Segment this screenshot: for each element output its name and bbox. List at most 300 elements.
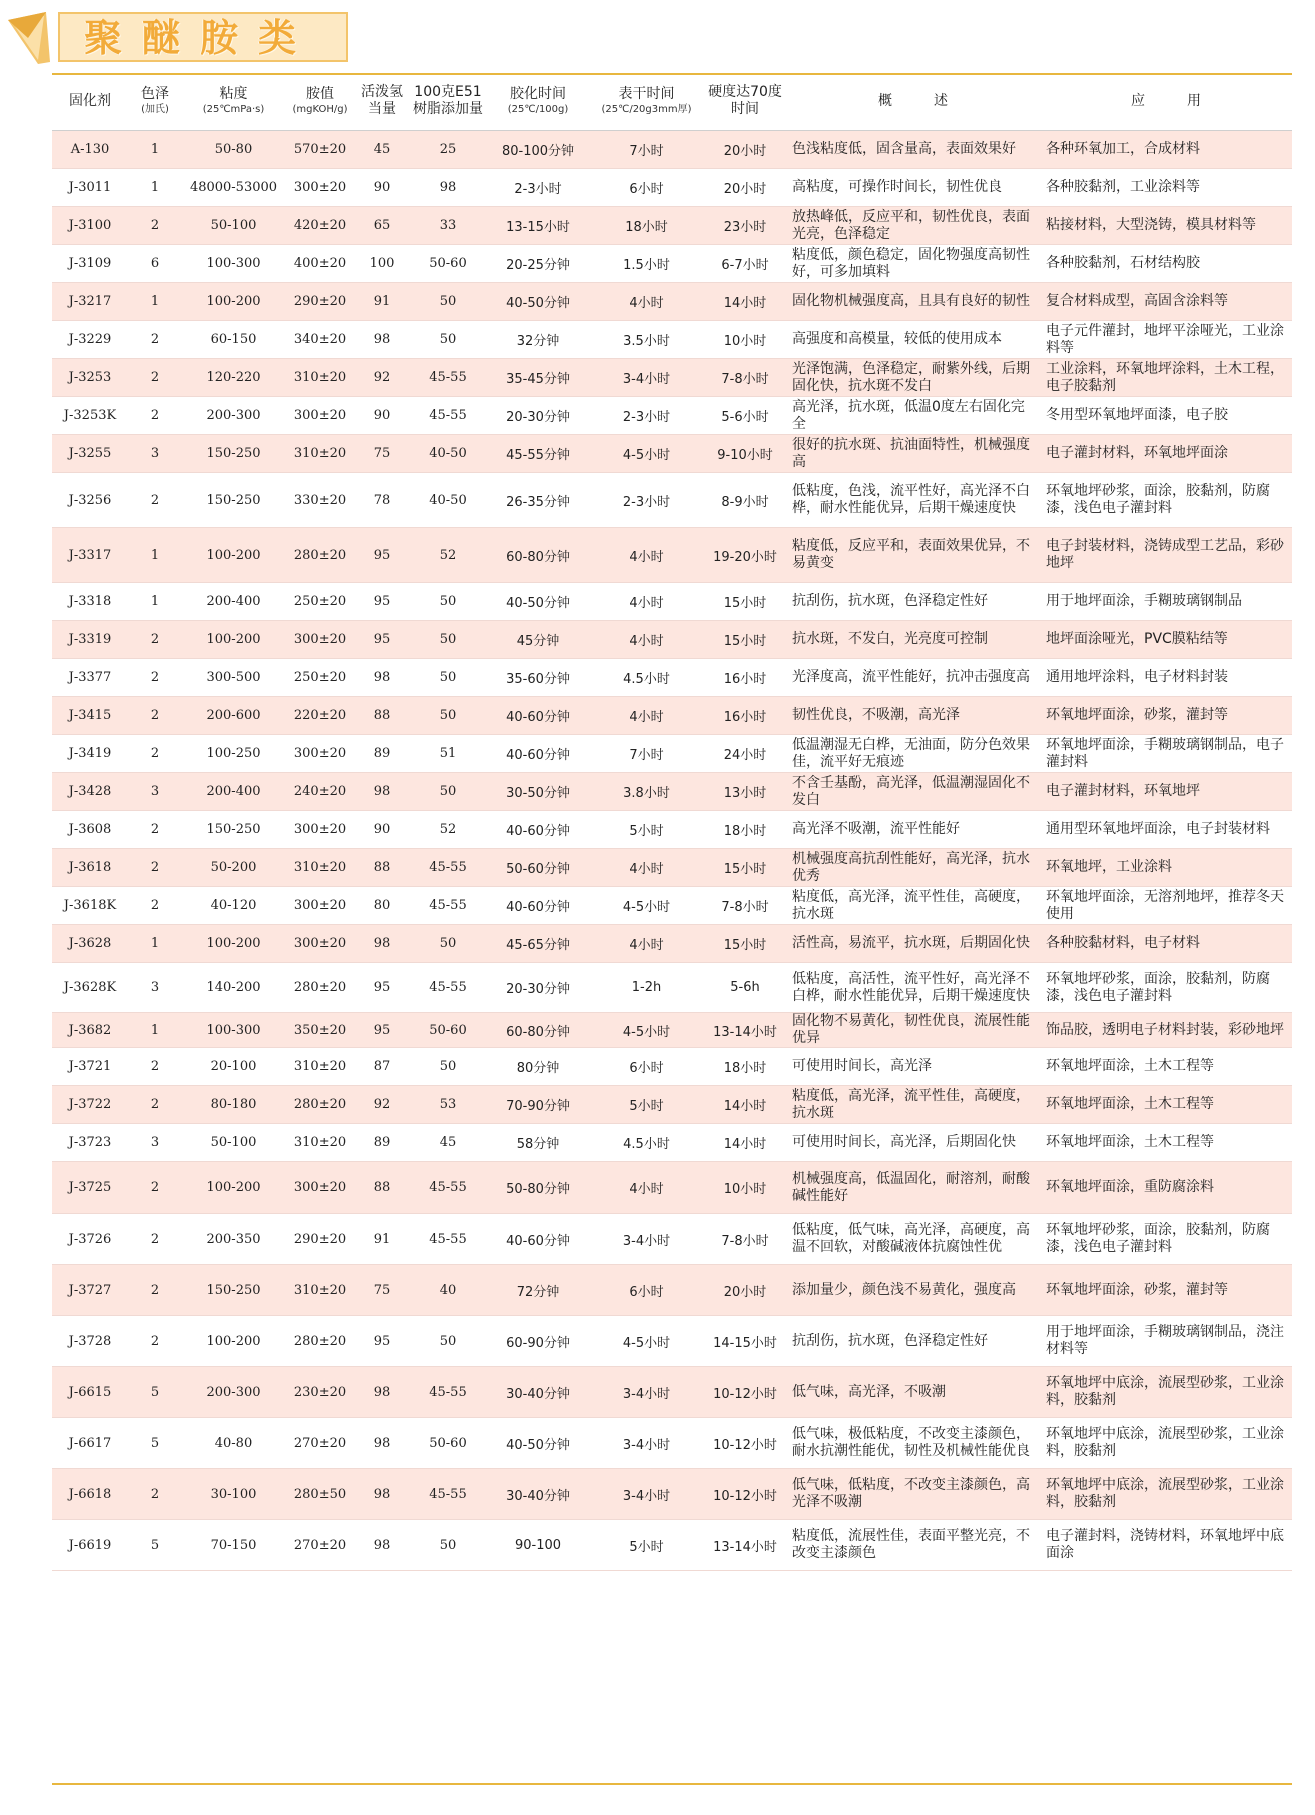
cell-viscosity: 30-100 <box>182 1469 285 1520</box>
cell-curing-agent: J-6619 <box>52 1520 128 1571</box>
table-row <box>52 697 1292 735</box>
cell-hardness-time: 16小时 <box>704 697 786 735</box>
cell-dosage: 50-60 <box>409 1418 487 1469</box>
cell-dosage: 98 <box>409 169 487 207</box>
cell-amine-value: 300±20 <box>285 621 355 659</box>
cell-description: 低气味，极低粘度，不改变主漆颜色，耐水抗潮性能优，韧性及机械性能优良 <box>786 1418 1040 1469</box>
cell-application: 环氧地坪中底涂，流展型砂浆，工业涂料，胶黏剂 <box>1040 1418 1292 1469</box>
cell-active-h: 88 <box>355 849 409 887</box>
cell-gel-time: 30-40分钟 <box>487 1469 589 1520</box>
cell-dosage: 50 <box>409 1048 487 1086</box>
cell-dosage: 50 <box>409 1520 487 1571</box>
cell-curing-agent: J-3253 <box>52 359 128 397</box>
cell-dry-time: 4小时 <box>589 621 704 659</box>
cell-gel-time: 60-80分钟 <box>487 528 589 583</box>
cell-amine-value: 280±20 <box>285 1086 355 1124</box>
cell-gel-time: 35-45分钟 <box>487 359 589 397</box>
cell-gel-time: 60-90分钟 <box>487 1316 589 1367</box>
cell-application: 工业涂料，环氧地坪涂料，土木工程，电子胶黏剂 <box>1040 359 1292 397</box>
cell-application: 电子封装材料，浇铸成型工艺品，彩砂地坪 <box>1040 528 1292 583</box>
table-row <box>52 773 1292 811</box>
cell-dry-time: 4-5小时 <box>589 887 704 925</box>
table-row <box>52 1124 1292 1162</box>
cell-gel-time: 13-15小时 <box>487 207 589 245</box>
cell-active-h: 75 <box>355 1265 409 1316</box>
cell-dosage: 25 <box>409 131 487 169</box>
cell-hardness-time: 20小时 <box>704 1265 786 1316</box>
cell-viscosity: 100-300 <box>182 1013 285 1048</box>
cell-application: 饰品胶，透明电子材料封装，彩砂地坪 <box>1040 1013 1292 1048</box>
cell-viscosity: 200-400 <box>182 773 285 811</box>
cell-dry-time: 3-4小时 <box>589 1469 704 1520</box>
cell-color: 2 <box>128 1162 182 1214</box>
cell-hardness-time: 15小时 <box>704 621 786 659</box>
cell-color: 3 <box>128 435 182 473</box>
cell-dosage: 40-50 <box>409 435 487 473</box>
header-amine-value: 胺值 (mgKOH/g) <box>285 72 355 131</box>
table-row <box>52 131 1292 169</box>
cell-gel-time: 40-60分钟 <box>487 1214 589 1265</box>
cell-application: 各种环氧加工，合成材料 <box>1040 131 1292 169</box>
cell-application: 电子灌封材料，环氧地坪 <box>1040 773 1292 811</box>
cell-active-h: 98 <box>355 1469 409 1520</box>
cell-dosage: 45 <box>409 1124 487 1162</box>
cell-amine-value: 250±20 <box>285 583 355 621</box>
cell-hardness-time: 5-6小时 <box>704 397 786 435</box>
cell-color: 3 <box>128 1124 182 1162</box>
cell-amine-value: 290±20 <box>285 1214 355 1265</box>
cell-description: 固化物不易黄化，韧性优良，流展性能优异 <box>786 1013 1040 1048</box>
cell-dry-time: 5小时 <box>589 1086 704 1124</box>
cell-dry-time: 4.5小时 <box>589 1124 704 1162</box>
cell-application: 地坪面涂哑光，PVC膜粘结等 <box>1040 621 1292 659</box>
table-row <box>52 435 1292 473</box>
cell-dry-time: 5小时 <box>589 811 704 849</box>
cell-description: 放热峰低，反应平和，韧性优良，表面光亮，色泽稳定 <box>786 207 1040 245</box>
cell-color: 5 <box>128 1418 182 1469</box>
cell-color: 2 <box>128 735 182 773</box>
cell-hardness-time: 10-12小时 <box>704 1367 786 1418</box>
cell-gel-time: 45-65分钟 <box>487 925 589 963</box>
cell-active-h: 75 <box>355 435 409 473</box>
cell-amine-value: 300±20 <box>285 1162 355 1214</box>
cell-dosage: 50 <box>409 659 487 697</box>
header-application: 应 用 <box>1040 72 1292 131</box>
cell-application: 各种胶黏剂，工业涂料等 <box>1040 169 1292 207</box>
cell-description: 抗水斑，不发白，光亮度可控制 <box>786 621 1040 659</box>
cell-color: 5 <box>128 1367 182 1418</box>
cell-application: 电子灌封材料，环氧地坪面涂 <box>1040 435 1292 473</box>
table-row <box>52 1265 1292 1316</box>
cell-application: 各种胶黏剂，石材结构胶 <box>1040 245 1292 283</box>
cell-application: 环氧地坪面涂，土木工程等 <box>1040 1124 1292 1162</box>
cell-color: 3 <box>128 963 182 1013</box>
cell-curing-agent: J-3628 <box>52 925 128 963</box>
cell-dry-time: 4-5小时 <box>589 1316 704 1367</box>
cell-amine-value: 230±20 <box>285 1367 355 1418</box>
cell-dosage: 50 <box>409 925 487 963</box>
cell-description: 粘度低，高光泽，流平性佳，高硬度，抗水斑 <box>786 1086 1040 1124</box>
cell-dosage: 50 <box>409 321 487 359</box>
cell-color: 3 <box>128 773 182 811</box>
cell-description: 机械强度高，低温固化，耐溶剂，耐酸碱性能好 <box>786 1162 1040 1214</box>
cell-gel-time: 40-50分钟 <box>487 583 589 621</box>
cell-gel-time: 40-60分钟 <box>487 735 589 773</box>
table-row <box>52 1048 1292 1086</box>
cell-viscosity: 150-250 <box>182 1265 285 1316</box>
cell-dosage: 45-55 <box>409 849 487 887</box>
cell-amine-value: 280±20 <box>285 528 355 583</box>
cell-color: 2 <box>128 397 182 435</box>
cell-amine-value: 250±20 <box>285 659 355 697</box>
cell-curing-agent: J-3727 <box>52 1265 128 1316</box>
cell-viscosity: 140-200 <box>182 963 285 1013</box>
cell-viscosity: 200-400 <box>182 583 285 621</box>
cell-description: 抗刮伤，抗水斑，色泽稳定性好 <box>786 1316 1040 1367</box>
cell-curing-agent: J-3723 <box>52 1124 128 1162</box>
cell-application: 环氧地坪面涂，土木工程等 <box>1040 1086 1292 1124</box>
cell-curing-agent: A-130 <box>52 131 128 169</box>
cell-amine-value: 570±20 <box>285 131 355 169</box>
cell-application: 环氧地坪面涂，土木工程等 <box>1040 1048 1292 1086</box>
table-row <box>52 849 1292 887</box>
cell-hardness-time: 10-12小时 <box>704 1469 786 1520</box>
cell-gel-time: 2-3小时 <box>487 169 589 207</box>
cell-gel-time: 72分钟 <box>487 1265 589 1316</box>
cell-gel-time: 80-100分钟 <box>487 131 589 169</box>
cell-dry-time: 7小时 <box>589 735 704 773</box>
cell-amine-value: 240±20 <box>285 773 355 811</box>
cell-active-h: 98 <box>355 321 409 359</box>
cell-active-h: 98 <box>355 659 409 697</box>
cell-application: 环氧地坪面涂，砂浆，灌封等 <box>1040 697 1292 735</box>
cell-dosage: 45-55 <box>409 1214 487 1265</box>
cell-gel-time: 35-60分钟 <box>487 659 589 697</box>
cell-application: 环氧地坪砂浆，面涂，胶黏剂，防腐漆，浅色电子灌封料 <box>1040 473 1292 528</box>
cell-hardness-time: 23小时 <box>704 207 786 245</box>
cell-dosage: 51 <box>409 735 487 773</box>
cell-color: 2 <box>128 1214 182 1265</box>
cell-viscosity: 50-100 <box>182 207 285 245</box>
cell-description: 不含壬基酚，高光泽，低温潮湿固化不发白 <box>786 773 1040 811</box>
cell-curing-agent: J-3415 <box>52 697 128 735</box>
cell-dry-time: 3-4小时 <box>589 1214 704 1265</box>
header-dry-time: 表干时间 (25℃/20g3mm厚) <box>589 72 704 131</box>
cell-amine-value: 330±20 <box>285 473 355 528</box>
cell-gel-time: 70-90分钟 <box>487 1086 589 1124</box>
cell-gel-time: 30-50分钟 <box>487 773 589 811</box>
cell-gel-time: 32分钟 <box>487 321 589 359</box>
table-row <box>52 1316 1292 1367</box>
cell-dry-time: 4小时 <box>589 925 704 963</box>
cell-hardness-time: 5-6h <box>704 963 786 1013</box>
cell-description: 低气味，高光泽，不吸潮 <box>786 1367 1040 1418</box>
cell-dosage: 40-50 <box>409 473 487 528</box>
cell-gel-time: 40-60分钟 <box>487 697 589 735</box>
cell-active-h: 92 <box>355 1086 409 1124</box>
cell-gel-time: 45-55分钟 <box>487 435 589 473</box>
cell-viscosity: 100-250 <box>182 735 285 773</box>
cell-application: 环氧地坪中底涂，流展型砂浆，工业涂料，胶黏剂 <box>1040 1367 1292 1418</box>
cell-dry-time: 2-3小时 <box>589 397 704 435</box>
cell-active-h: 88 <box>355 697 409 735</box>
cell-application: 冬用型环氧地坪面漆，电子胶 <box>1040 397 1292 435</box>
cell-active-h: 98 <box>355 773 409 811</box>
page-title: 聚醚胺类 <box>84 16 317 60</box>
cell-gel-time: 40-50分钟 <box>487 283 589 321</box>
cell-application: 环氧地坪中底涂，流展型砂浆，工业涂料，胶黏剂 <box>1040 1469 1292 1520</box>
cell-hardness-time: 20小时 <box>704 131 786 169</box>
cell-color: 2 <box>128 1048 182 1086</box>
cell-application: 复合材料成型，高固含涂料等 <box>1040 283 1292 321</box>
cell-curing-agent: J-3100 <box>52 207 128 245</box>
cell-dry-time: 4-5小时 <box>589 1013 704 1048</box>
cell-viscosity: 50-80 <box>182 131 285 169</box>
cell-viscosity: 200-300 <box>182 1367 285 1418</box>
cell-dosage: 50-60 <box>409 1013 487 1048</box>
cell-curing-agent: J-3722 <box>52 1086 128 1124</box>
cell-active-h: 95 <box>355 1316 409 1367</box>
cell-viscosity: 70-150 <box>182 1520 285 1571</box>
cell-amine-value: 350±20 <box>285 1013 355 1048</box>
cell-description: 可使用时间长，高光泽 <box>786 1048 1040 1086</box>
cell-description: 抗刮伤，抗水斑，色泽稳定性好 <box>786 583 1040 621</box>
cell-dry-time: 1-2h <box>589 963 704 1013</box>
cell-hardness-time: 13小时 <box>704 773 786 811</box>
table-header-row <box>52 72 1292 131</box>
title-banner <box>8 8 348 68</box>
cell-viscosity: 40-120 <box>182 887 285 925</box>
cell-hardness-time: 7-8小时 <box>704 887 786 925</box>
cell-application: 粘接材料，大型浇铸，模具材料等 <box>1040 207 1292 245</box>
table-row <box>52 397 1292 435</box>
table-row <box>52 1367 1292 1418</box>
table-row <box>52 359 1292 397</box>
cell-curing-agent: J-3618 <box>52 849 128 887</box>
cell-amine-value: 220±20 <box>285 697 355 735</box>
cell-hardness-time: 24小时 <box>704 735 786 773</box>
cell-dry-time: 6小时 <box>589 1265 704 1316</box>
cell-amine-value: 300±20 <box>285 169 355 207</box>
cell-color: 2 <box>128 473 182 528</box>
cell-description: 光泽度高，流平性能好，抗冲击强度高 <box>786 659 1040 697</box>
table-row <box>52 1214 1292 1265</box>
cell-hardness-time: 8-9小时 <box>704 473 786 528</box>
cell-dosage: 50 <box>409 1316 487 1367</box>
cell-color: 1 <box>128 131 182 169</box>
banner-wedge-icon <box>8 12 52 64</box>
cell-dry-time: 4小时 <box>589 528 704 583</box>
cell-curing-agent: J-3608 <box>52 811 128 849</box>
cell-dosage: 33 <box>409 207 487 245</box>
cell-viscosity: 48000-53000 <box>182 169 285 207</box>
cell-active-h: 80 <box>355 887 409 925</box>
cell-dosage: 52 <box>409 528 487 583</box>
cell-color: 1 <box>128 283 182 321</box>
cell-description: 高强度和高模量，较低的使用成本 <box>786 321 1040 359</box>
cell-curing-agent: J-3618K <box>52 887 128 925</box>
cell-curing-agent: J-3317 <box>52 528 128 583</box>
cell-description: 低粘度，色浅，流平性好，高光泽不白桦，耐水性能优异，后期干燥速度快 <box>786 473 1040 528</box>
cell-viscosity: 40-80 <box>182 1418 285 1469</box>
cell-active-h: 98 <box>355 1520 409 1571</box>
cell-amine-value: 340±20 <box>285 321 355 359</box>
cell-color: 2 <box>128 621 182 659</box>
table-row <box>52 1013 1292 1048</box>
cell-amine-value: 290±20 <box>285 283 355 321</box>
cell-gel-time: 20-25分钟 <box>487 245 589 283</box>
cell-color: 2 <box>128 1316 182 1367</box>
cell-dosage: 45-55 <box>409 359 487 397</box>
cell-amine-value: 420±20 <box>285 207 355 245</box>
cell-color: 2 <box>128 1469 182 1520</box>
cell-amine-value: 300±20 <box>285 925 355 963</box>
cell-application: 环氧地坪面涂，砂浆，灌封等 <box>1040 1265 1292 1316</box>
cell-color: 2 <box>128 359 182 397</box>
cell-color: 2 <box>128 1265 182 1316</box>
cell-dry-time: 4.5小时 <box>589 659 704 697</box>
cell-application: 环氧地坪，工业涂料 <box>1040 849 1292 887</box>
cell-gel-time: 30-40分钟 <box>487 1367 589 1418</box>
table-row <box>52 283 1292 321</box>
cell-curing-agent: J-3253K <box>52 397 128 435</box>
cell-viscosity: 120-220 <box>182 359 285 397</box>
table-row <box>52 321 1292 359</box>
cell-amine-value: 310±20 <box>285 1265 355 1316</box>
product-table <box>52 72 1292 1571</box>
cell-description: 高粘度，可操作时间长，韧性优良 <box>786 169 1040 207</box>
cell-color: 5 <box>128 1520 182 1571</box>
cell-gel-time: 60-80分钟 <box>487 1013 589 1048</box>
cell-hardness-time: 15小时 <box>704 583 786 621</box>
cell-color: 2 <box>128 811 182 849</box>
cell-gel-time: 40-60分钟 <box>487 887 589 925</box>
cell-description: 粘度低，反应平和，表面效果优异，不易黄变 <box>786 528 1040 583</box>
cell-viscosity: 100-300 <box>182 245 285 283</box>
cell-curing-agent: J-3217 <box>52 283 128 321</box>
cell-dry-time: 4小时 <box>589 849 704 887</box>
cell-curing-agent: J-3725 <box>52 1162 128 1214</box>
cell-color: 2 <box>128 849 182 887</box>
cell-curing-agent: J-6617 <box>52 1418 128 1469</box>
cell-dry-time: 3.5小时 <box>589 321 704 359</box>
table-row <box>52 659 1292 697</box>
cell-application: 环氧地坪面涂，重防腐涂料 <box>1040 1162 1292 1214</box>
cell-application: 通用地坪涂料，电子材料封装 <box>1040 659 1292 697</box>
cell-amine-value: 310±20 <box>285 359 355 397</box>
cell-dosage: 45-55 <box>409 1469 487 1520</box>
cell-hardness-time: 13-14小时 <box>704 1520 786 1571</box>
cell-active-h: 65 <box>355 207 409 245</box>
cell-viscosity: 100-200 <box>182 621 285 659</box>
cell-application: 通用型环氧地坪面涂，电子封装材料 <box>1040 811 1292 849</box>
cell-active-h: 98 <box>355 1367 409 1418</box>
cell-curing-agent: J-3318 <box>52 583 128 621</box>
cell-description: 粘度低，颜色稳定，固化物强度高韧性好，可多加填料 <box>786 245 1040 283</box>
cell-amine-value: 300±20 <box>285 397 355 435</box>
cell-color: 1 <box>128 925 182 963</box>
cell-dry-time: 4小时 <box>589 697 704 735</box>
title-box <box>58 12 348 62</box>
cell-dry-time: 18小时 <box>589 207 704 245</box>
cell-application: 环氧地坪面涂，无溶剂地坪，推荐冬天使用 <box>1040 887 1292 925</box>
cell-viscosity: 200-350 <box>182 1214 285 1265</box>
cell-viscosity: 100-200 <box>182 1316 285 1367</box>
cell-viscosity: 100-200 <box>182 528 285 583</box>
cell-hardness-time: 14小时 <box>704 1086 786 1124</box>
cell-hardness-time: 6-7小时 <box>704 245 786 283</box>
cell-dry-time: 4小时 <box>589 283 704 321</box>
cell-color: 1 <box>128 1013 182 1048</box>
cell-amine-value: 300±20 <box>285 735 355 773</box>
cell-color: 2 <box>128 1086 182 1124</box>
cell-description: 韧性优良，不吸潮，高光泽 <box>786 697 1040 735</box>
cell-viscosity: 100-200 <box>182 1162 285 1214</box>
cell-viscosity: 200-300 <box>182 397 285 435</box>
cell-dry-time: 4小时 <box>589 583 704 621</box>
cell-active-h: 98 <box>355 925 409 963</box>
cell-dosage: 50 <box>409 773 487 811</box>
cell-hardness-time: 19-20小时 <box>704 528 786 583</box>
cell-curing-agent: J-3255 <box>52 435 128 473</box>
cell-active-h: 92 <box>355 359 409 397</box>
cell-curing-agent: J-3109 <box>52 245 128 283</box>
table-row <box>52 207 1292 245</box>
cell-amine-value: 310±20 <box>285 849 355 887</box>
header-viscosity: 粘度 (25℃mPa·s) <box>182 72 285 131</box>
table-body <box>52 131 1292 1571</box>
cell-active-h: 78 <box>355 473 409 528</box>
cell-viscosity: 80-180 <box>182 1086 285 1124</box>
table-row <box>52 528 1292 583</box>
cell-active-h: 90 <box>355 169 409 207</box>
cell-color: 2 <box>128 207 182 245</box>
cell-dosage: 50 <box>409 697 487 735</box>
cell-application: 各种胶黏材料，电子材料 <box>1040 925 1292 963</box>
cell-dry-time: 2-3小时 <box>589 473 704 528</box>
cell-description: 机械强度高抗刮性能好，高光泽，抗水优秀 <box>786 849 1040 887</box>
cell-active-h: 45 <box>355 131 409 169</box>
cell-curing-agent: J-3682 <box>52 1013 128 1048</box>
cell-viscosity: 20-100 <box>182 1048 285 1086</box>
cell-amine-value: 300±20 <box>285 811 355 849</box>
cell-hardness-time: 18小时 <box>704 1048 786 1086</box>
cell-amine-value: 270±20 <box>285 1520 355 1571</box>
cell-hardness-time: 15小时 <box>704 849 786 887</box>
cell-dosage: 45-55 <box>409 887 487 925</box>
table-row <box>52 621 1292 659</box>
product-table-wrapper <box>52 72 1292 1571</box>
cell-dry-time: 5小时 <box>589 1520 704 1571</box>
table-row <box>52 735 1292 773</box>
cell-color: 1 <box>128 583 182 621</box>
cell-color: 2 <box>128 887 182 925</box>
cell-amine-value: 310±20 <box>285 1048 355 1086</box>
header-active-h: 活泼氢当量 <box>355 72 409 131</box>
cell-color: 2 <box>128 321 182 359</box>
cell-application: 用于地坪面涂，手糊玻璃钢制品，浇注材料等 <box>1040 1316 1292 1367</box>
header-description: 概 述 <box>786 72 1040 131</box>
cell-active-h: 89 <box>355 735 409 773</box>
cell-color: 2 <box>128 659 182 697</box>
cell-dosage: 50 <box>409 283 487 321</box>
cell-dosage: 45-55 <box>409 1367 487 1418</box>
cell-curing-agent: J-3428 <box>52 773 128 811</box>
cell-description: 固化物机械强度高，且具有良好的韧性 <box>786 283 1040 321</box>
cell-description: 低温潮湿无白桦，无油面，防分色效果佳，流平好无痕迹 <box>786 735 1040 773</box>
cell-active-h: 95 <box>355 621 409 659</box>
cell-amine-value: 280±50 <box>285 1469 355 1520</box>
